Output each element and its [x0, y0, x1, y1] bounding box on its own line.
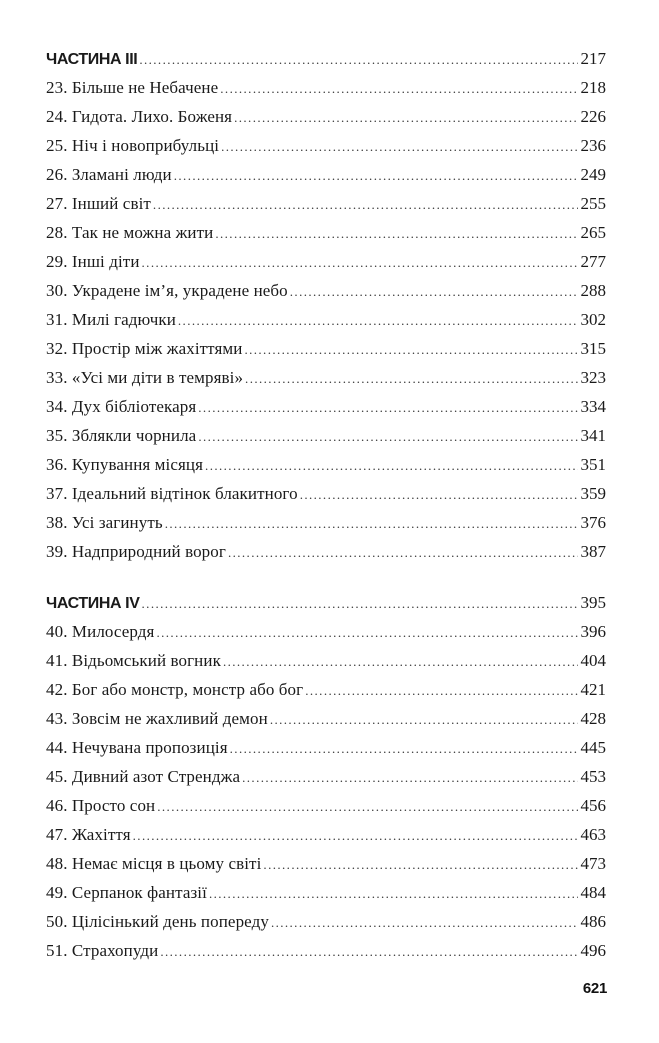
page-number: 421	[580, 680, 606, 699]
toc-entry	[46, 791, 606, 820]
dot-leader	[160, 937, 577, 966]
toc-entry	[46, 392, 606, 421]
page-number: 255	[580, 194, 606, 213]
toc-entry	[46, 247, 606, 276]
dot-leader	[165, 509, 578, 538]
toc-entry	[46, 305, 606, 334]
toc-entry	[46, 936, 606, 965]
toc-entry	[46, 363, 606, 392]
dot-leader	[142, 248, 578, 277]
page-number: 359	[580, 484, 606, 503]
page-number: 265	[580, 223, 606, 242]
chapter-title: 49. Серпанок фантазії	[46, 883, 207, 902]
dot-leader	[223, 647, 578, 676]
page-number: 334	[580, 397, 606, 416]
chapter-title: 43. Зовсім не жахливий демон	[46, 709, 268, 728]
chapter-title: 29. Інші діти	[46, 252, 140, 271]
toc-entry	[46, 508, 606, 537]
toc-entry	[46, 675, 606, 704]
toc-entry	[46, 218, 606, 247]
dot-leader	[178, 306, 578, 335]
toc-entry	[46, 878, 606, 907]
chapter-title: 27. Інший світ	[46, 194, 151, 213]
chapter-title: 44. Нечувана пропозиція	[46, 738, 228, 757]
dot-leader	[290, 277, 578, 306]
chapter-title: 34. Дух бібліотекаря	[46, 397, 197, 416]
dot-leader	[133, 821, 578, 850]
page-number: 428	[580, 709, 606, 728]
dot-leader	[205, 451, 577, 480]
page-number: 302	[580, 310, 606, 329]
chapter-title: 48. Немає місця в цьому світі	[46, 854, 262, 873]
toc-entry	[46, 334, 606, 363]
toc-entry	[46, 189, 606, 218]
page-number: 277	[580, 252, 606, 271]
toc-entry	[46, 907, 606, 936]
page-number: 453	[580, 767, 606, 786]
toc-entry	[46, 733, 606, 762]
dot-leader	[244, 335, 577, 364]
chapter-title: 32. Простір між жахіттями	[46, 339, 243, 358]
toc-entry	[46, 537, 606, 566]
dot-leader	[270, 705, 578, 734]
dot-leader	[300, 480, 578, 509]
dot-leader	[220, 74, 577, 103]
toc-entry	[46, 617, 606, 646]
toc-entry	[46, 646, 606, 675]
chapter-title: 35. Зблякли чорнила	[46, 426, 197, 445]
page-number: 486	[580, 912, 606, 931]
chapter-title: 28. Так не можна жити	[46, 223, 214, 242]
dot-leader	[174, 161, 578, 190]
chapter-title: 42. Бог або монстр, монстр або бог	[46, 680, 304, 699]
chapter-title: 23. Більше не Небачене	[46, 78, 219, 97]
dot-leader	[153, 190, 578, 219]
dot-leader	[230, 734, 578, 763]
toc-entry	[46, 73, 606, 102]
page-number: 456	[580, 796, 606, 815]
chapter-title: 33. «Усі ми діти в темряві»	[46, 368, 244, 387]
dot-leader	[305, 676, 577, 705]
page-number: 387	[580, 542, 606, 561]
dot-leader	[221, 132, 577, 161]
chapter-title: 39. Надприродний ворог	[46, 542, 226, 561]
page-number: 217	[580, 49, 606, 68]
chapter-title: 31. Милі гадючки	[46, 310, 176, 329]
page-number: 376	[580, 513, 606, 532]
dot-leader	[157, 792, 577, 821]
page-number: 218	[580, 78, 606, 97]
dot-leader	[198, 393, 577, 422]
table-of-contents	[46, 44, 606, 965]
dot-leader	[198, 422, 577, 451]
page-number: 323	[580, 368, 606, 387]
dot-leader	[242, 763, 577, 792]
toc-entry	[46, 849, 606, 878]
dot-leader	[215, 219, 577, 248]
section-gap	[46, 566, 606, 588]
toc-entry	[46, 479, 606, 508]
toc-entry	[46, 704, 606, 733]
dot-leader	[142, 589, 578, 618]
page-number: 463	[580, 825, 606, 844]
chapter-title: 51. Страхопуди	[46, 941, 159, 960]
dot-leader	[245, 364, 577, 393]
toc-entry	[46, 820, 606, 849]
dot-leader	[271, 908, 578, 937]
page-number: 473	[580, 854, 606, 873]
chapter-title: 36. Купування місяця	[46, 455, 204, 474]
dot-leader	[234, 103, 577, 132]
dot-leader	[156, 618, 577, 647]
toc-entry	[46, 276, 606, 305]
chapter-title: 46. Просто сон	[46, 796, 156, 815]
chapter-title: 40. Милосердя	[46, 622, 155, 641]
chapter-title: 25. Ніч і новоприбульці	[46, 136, 220, 155]
chapter-title: 38. Усі загинуть	[46, 513, 163, 532]
page-number: 249	[580, 165, 606, 184]
page-number: 288	[580, 281, 606, 300]
page-number: 315	[580, 339, 606, 358]
page-number: 445	[580, 738, 606, 757]
chapter-title: 47. Жахіття	[46, 825, 131, 844]
part-title: ЧАСТИНА III	[46, 51, 138, 68]
chapter-title: 50. Цілісінький день попереду	[46, 912, 269, 931]
page-number: 236	[580, 136, 606, 155]
toc-entry	[46, 131, 606, 160]
page-number: 404	[580, 651, 606, 670]
page-number: 395	[580, 593, 606, 612]
chapter-title: 41. Відьомський вогник	[46, 651, 221, 670]
chapter-title: 30. Украдене ім’я, украдене небо	[46, 281, 288, 300]
chapter-title: 26. Зламані люди	[46, 165, 172, 184]
page-number: 341	[580, 426, 606, 445]
toc-entry	[46, 762, 606, 791]
page-number: 396	[580, 622, 606, 641]
toc-entry	[46, 450, 606, 479]
page-number: 496	[580, 941, 606, 960]
dot-leader	[209, 879, 578, 908]
page-number: 226	[580, 107, 606, 126]
page-number: 351	[580, 455, 606, 474]
part-heading	[46, 588, 606, 617]
dot-leader	[228, 538, 578, 567]
dot-leader	[139, 45, 577, 74]
chapter-title: 37. Ідеальний відтінок блакитного	[46, 484, 298, 503]
dot-leader	[263, 850, 577, 879]
chapter-title: 45. Дивний азот Стренджа	[46, 767, 241, 786]
toc-entry	[46, 102, 606, 131]
toc-entry	[46, 421, 606, 450]
part-title: ЧАСТИНА IV	[46, 595, 140, 612]
part-heading	[46, 44, 606, 73]
page-number: 484	[580, 883, 606, 902]
page-folio: 621	[582, 980, 607, 997]
toc-entry	[46, 160, 606, 189]
chapter-title: 24. Гидота. Лихо. Боженя	[46, 107, 233, 126]
